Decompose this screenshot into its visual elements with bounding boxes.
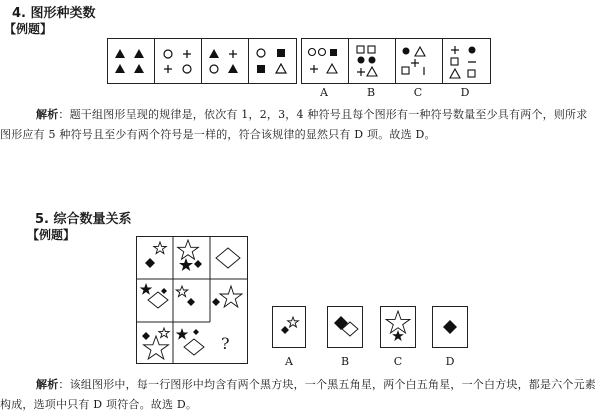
section-4-explanation-body: ：题干组图形呈现的规律是，依次有 1，2，3，4 种符号且每个图形有一种符号数量至少具有两个，则所求图形应有 5 种符号且至少有两个符号是一样的，符合该规律的显然只有 D 项。故选 D。 [0, 108, 588, 141]
section-4-title: 4. 图形种类数 [12, 6, 96, 21]
diamonds-icon [328, 307, 362, 347]
q5-option-a-figure[interactable] [272, 306, 306, 348]
q4-option-d-figure[interactable] [443, 39, 490, 83]
triangle-plus-circle-icon [202, 39, 248, 83]
star-and-diamond-icon [273, 307, 305, 347]
q5-option-b-label[interactable]: B [340, 355, 350, 368]
dot-triangle-plus-square-line-icon [396, 39, 442, 83]
q5-option-b-figure[interactable] [327, 306, 363, 348]
q4-option-c-figure[interactable] [396, 39, 443, 83]
q4-figure-4 [249, 39, 296, 83]
circles-and-plus-icon [155, 39, 201, 83]
section-4-explanation-head: 解析 [36, 108, 59, 121]
q4-option-b-label[interactable]: B [366, 86, 376, 99]
matrix-cell-1-1 [145, 242, 166, 268]
plus-dot-square-minus-triangle-icon [443, 39, 489, 83]
matrix-cell-1-2 [178, 240, 202, 271]
q4-option-d-label[interactable]: D [460, 86, 470, 99]
black-diamond-icon [433, 307, 467, 347]
squares-dots-plus-triangle-icon [349, 39, 395, 83]
section-5-matrix [136, 236, 248, 364]
section-5-explanation [0, 375, 597, 415]
section-5-example-label: 【例题】 [27, 228, 76, 242]
stars-icon [381, 307, 415, 347]
matrix-cell-3-1 [142, 328, 169, 359]
q5-option-d-label[interactable]: D [445, 355, 455, 368]
matrix-question-mark: ? [221, 334, 230, 353]
section-4-options-strip [301, 38, 491, 84]
matrix-cell-3-2 [176, 328, 204, 355]
matrix-cell-2-1 [140, 283, 168, 308]
section-5-title: 5. 综合数量关系 [35, 212, 132, 227]
four-black-triangles-icon [108, 39, 154, 83]
section-5-explanation-head: 解析 [36, 378, 59, 391]
section-4-example-label: 【例题】 [4, 22, 53, 36]
q5-option-c-figure[interactable] [380, 306, 416, 348]
q4-option-a-figure[interactable] [302, 39, 349, 83]
matrix-cell-1-3 [216, 248, 240, 268]
section-4-question-strip [107, 38, 297, 84]
section-5-explanation-body: ：该组图形中，每一行图形中均含有两个黑方块，一个黑五角星，两个白五角星，一个白方块，都是六个元素构成，选项中只有 D 项符合。故选 D。 [0, 378, 597, 411]
q4-figure-3 [202, 39, 249, 83]
q4-option-a-label[interactable]: A [320, 86, 328, 99]
q4-option-c-label[interactable]: C [413, 86, 423, 99]
matrix-cell-2-2 [176, 286, 195, 306]
section-4-explanation [0, 105, 597, 145]
circle-square-triangle-icon [249, 39, 295, 83]
q4-figure-2 [155, 39, 202, 83]
q5-option-d-figure[interactable] [432, 306, 468, 348]
circles-square-plus-triangle-icon [302, 39, 348, 83]
q4-option-b-figure[interactable] [349, 39, 396, 83]
q5-option-c-label[interactable]: C [393, 355, 403, 368]
q4-figure-1 [108, 39, 155, 83]
matrix-cell-2-3 [212, 286, 242, 307]
q5-option-a-label[interactable]: A [285, 355, 293, 368]
